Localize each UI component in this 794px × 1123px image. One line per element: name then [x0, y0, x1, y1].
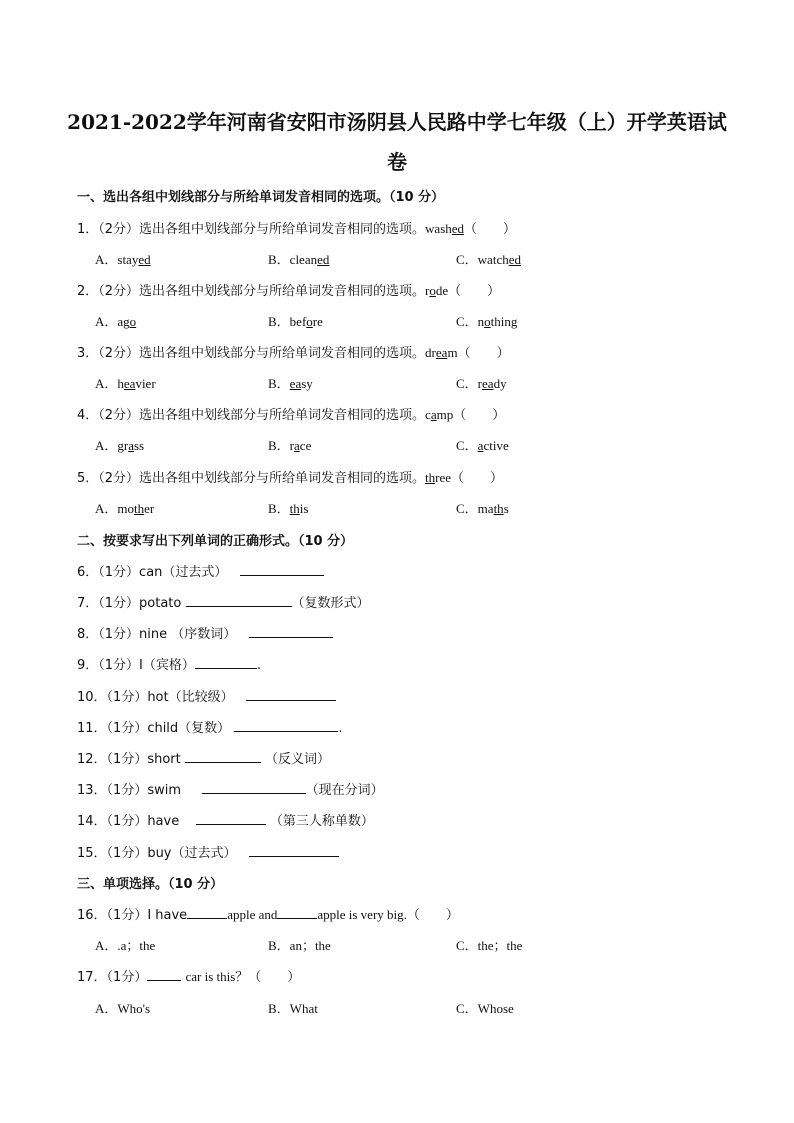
answer-blank[interactable] — [202, 781, 306, 794]
question-7: 7．（1分）potato （复数形式） — [77, 596, 370, 611]
answer-blank[interactable] — [196, 812, 266, 825]
question-15: 15．（1分）buy（过去式） — [77, 842, 339, 861]
option-c[interactable]: C．maths — [456, 501, 509, 516]
target-word: three — [425, 470, 452, 485]
option-c[interactable]: C．active — [456, 438, 509, 453]
option-a[interactable]: A．grass — [95, 438, 145, 453]
option-b[interactable]: B．this — [268, 501, 309, 516]
option-b[interactable]: B．cleaned — [268, 252, 330, 267]
target-word: camp — [425, 407, 454, 422]
question-13: 13．（1分）swim （现在分词） — [77, 783, 384, 798]
option-b[interactable]: B．race — [268, 438, 312, 453]
option-b[interactable]: B．easy — [268, 376, 313, 391]
target-word: washed — [425, 221, 465, 236]
answer-blank[interactable] — [277, 906, 317, 919]
section-heading: 二、按要求写出下列单词的正确形式。（10 分） — [77, 534, 354, 549]
answer-blank[interactable] — [249, 844, 339, 857]
option-c[interactable]: C．Whose — [456, 1001, 514, 1016]
option-a[interactable]: A．ago — [95, 314, 137, 329]
answer-blank[interactable] — [185, 750, 261, 763]
question-16: 16．（1分）I have apple and apple is very big.（ ） — [77, 907, 459, 923]
answer-blank[interactable] — [147, 968, 181, 981]
option-a[interactable]: A．Who's — [95, 1001, 151, 1016]
question-14: 14．（1分）have （第三人称单数） — [77, 814, 374, 829]
question-9: 9．（1分）I（宾格） . — [77, 658, 262, 673]
section-heading: 一、选出各组中划线部分与所给单词发音相同的选项。（10 分） — [77, 190, 445, 205]
question-2: 2．（2分）选出各组中划线部分与所给单词发音相同的选项。rode（ ） — [77, 283, 501, 299]
question-4: 4．（2分）选出各组中划线部分与所给单词发音相同的选项。camp（ ） — [77, 407, 506, 423]
option-a[interactable]: A．heavier — [95, 376, 156, 391]
option-c[interactable]: C．the；the — [456, 938, 523, 953]
question-12: 12．（1分）short （反义词） — [77, 752, 331, 767]
question-1: 1．（2分）选出各组中划线部分与所给单词发音相同的选项。washed（ ） — [77, 221, 517, 237]
question-17: 17．（1分） car is this？（ ） — [77, 969, 301, 985]
option-c[interactable]: C．nothing — [456, 314, 518, 329]
question-3: 3．（2分）选出各组中划线部分与所给单词发音相同的选项。dream（ ） — [77, 345, 510, 361]
option-b[interactable]: B．an；the — [268, 938, 331, 953]
question-5: 5．（2分）选出各组中划线部分与所给单词发音相同的选项。three（ ） — [77, 470, 504, 486]
answer-blank[interactable] — [187, 906, 227, 919]
option-a[interactable]: A．stayed — [95, 252, 151, 267]
answer-blank[interactable] — [246, 688, 336, 701]
option-b[interactable]: B．What — [268, 1001, 318, 1016]
answer-blank[interactable] — [195, 656, 257, 669]
answer-blank[interactable] — [240, 563, 324, 576]
answer-blank[interactable] — [234, 719, 338, 732]
option-a[interactable]: A．.a；the — [95, 938, 156, 953]
section-heading: 三、单项选择。（10 分） — [77, 877, 224, 892]
option-b[interactable]: B．before — [268, 314, 323, 329]
answer-blank[interactable] — [249, 625, 333, 638]
question-6: 6．（1分）can（过去式） — [77, 561, 324, 580]
option-a[interactable]: A．mother — [95, 501, 155, 516]
page-title: 2021-2022学年河南省安阳市汤阴县人民路中学七年级（上）开学英语试卷 — [67, 110, 727, 174]
target-word: dream — [425, 345, 458, 360]
question-8: 8．（1分）nine （序数词） — [77, 623, 333, 642]
answer-blank[interactable] — [186, 594, 292, 607]
question-10: 10．（1分）hot（比较级） — [77, 686, 336, 705]
target-word: rode — [425, 283, 449, 298]
question-11: 11．（1分）child（复数） . — [77, 721, 343, 736]
option-c[interactable]: C．ready — [456, 376, 507, 391]
option-c[interactable]: C．watched — [456, 252, 521, 267]
